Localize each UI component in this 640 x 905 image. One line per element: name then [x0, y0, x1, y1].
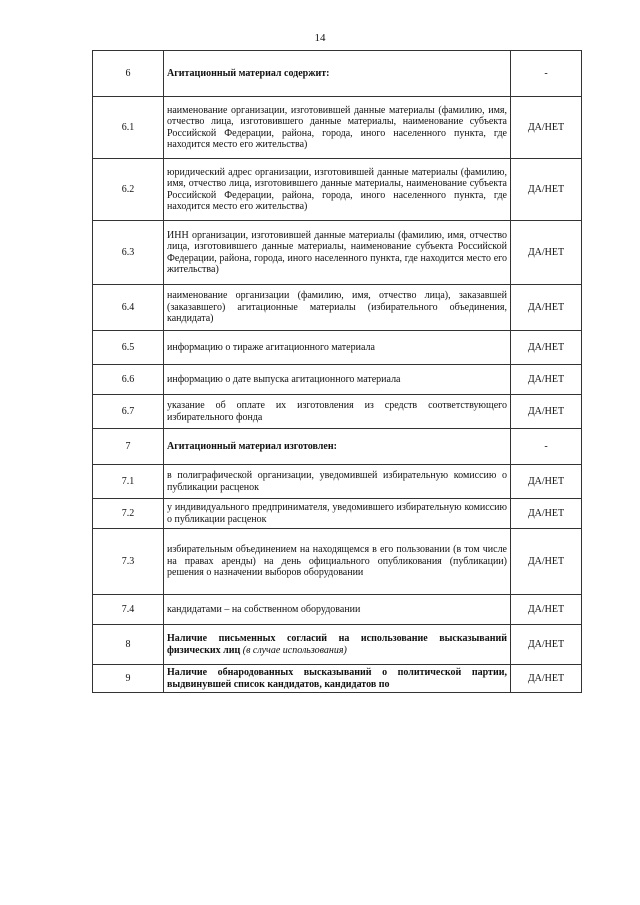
- row-number: 6.1: [93, 97, 164, 159]
- row-number: 6.7: [93, 395, 164, 429]
- table-row: [93, 221, 582, 285]
- row-answer: ДА/НЕТ: [511, 665, 582, 693]
- row-answer: ДА/НЕТ: [511, 395, 582, 429]
- row-text: [164, 331, 511, 365]
- row-text: [164, 97, 511, 159]
- row-number: 9: [93, 665, 164, 693]
- row-text: [164, 429, 511, 465]
- row-answer: ДА/НЕТ: [511, 595, 582, 625]
- row-answer: ДА/НЕТ: [511, 97, 582, 159]
- row-answer: ДА/НЕТ: [511, 499, 582, 529]
- row-text-main: избирательным объединением на находящемся в его пользовании (в том числе на правах аренды) на день официального опубликования (публикации) решения о назначении выборов оборудовании: [167, 544, 507, 579]
- table-row: [93, 331, 582, 365]
- row-answer: ДА/НЕТ: [511, 221, 582, 285]
- row-text: [164, 529, 511, 595]
- row-number: 6.5: [93, 331, 164, 365]
- row-text-main: у индивидуального предпринимателя, уведомившего избирательную комиссию о публикации расценок: [167, 502, 507, 525]
- table-row: [93, 499, 582, 529]
- row-text-main: кандидатами – на собственном оборудовании: [167, 603, 361, 615]
- row-text: [164, 625, 511, 665]
- row-number: 7.2: [93, 499, 164, 529]
- row-answer: ДА/НЕТ: [511, 625, 582, 665]
- row-number: 6.3: [93, 221, 164, 285]
- row-answer: ДА/НЕТ: [511, 159, 582, 221]
- row-text: [164, 465, 511, 499]
- row-answer: ДА/НЕТ: [511, 529, 582, 595]
- row-text-main: Агитационный материал изготовлен:: [167, 440, 337, 452]
- row-number: 7: [93, 429, 164, 465]
- row-text: [164, 51, 511, 97]
- checklist-table: [92, 50, 582, 693]
- table-row: [93, 429, 582, 465]
- row-text: [164, 395, 511, 429]
- row-number: 6.2: [93, 159, 164, 221]
- row-text-main: в полиграфической организации, уведомившей избирательную комиссию о публикации расценок: [167, 470, 507, 493]
- table-row: [93, 365, 582, 395]
- row-text: [164, 665, 511, 693]
- table-row: [93, 285, 582, 331]
- table-row: [93, 97, 582, 159]
- row-number: 7.1: [93, 465, 164, 499]
- row-answer: ДА/НЕТ: [511, 365, 582, 395]
- row-text: [164, 285, 511, 331]
- row-number: 8: [93, 625, 164, 665]
- table-row: [93, 529, 582, 595]
- row-number: 7.4: [93, 595, 164, 625]
- row-answer: -: [511, 429, 582, 465]
- row-text-main: Наличие обнародованных высказываний о политической партии, выдвинувшей список кандидатов, кандидатов по: [167, 667, 507, 690]
- row-note: (в случае использования): [242, 644, 347, 656]
- row-text-main: Наличие письменных согласий на использование высказываний физических лиц: [167, 633, 507, 656]
- row-text: [164, 595, 511, 625]
- row-text-main: ИНН организации, изготовившей данные материалы (фамилию, имя, отчество лица, изготовившего данные материалы, наименование субъекта Российской Федерации, района, города, иного населенного пункта, где находится место его жительства): [167, 229, 507, 275]
- row-number: 7.3: [93, 529, 164, 595]
- row-answer: ДА/НЕТ: [511, 465, 582, 499]
- row-answer: ДА/НЕТ: [511, 285, 582, 331]
- table-row: [93, 665, 582, 693]
- row-text: [164, 159, 511, 221]
- table-row: [93, 595, 582, 625]
- row-text: [164, 365, 511, 395]
- table-row: [93, 51, 582, 97]
- table-row: [93, 625, 582, 665]
- row-text-main: указание об оплате их изготовления из средств соответствующего избирательного фонда: [167, 400, 507, 423]
- table-row: [93, 395, 582, 429]
- row-number: 6: [93, 51, 164, 97]
- row-answer: -: [511, 51, 582, 97]
- page-number: 14: [314, 32, 326, 44]
- table-row: [93, 465, 582, 499]
- row-number: 6.4: [93, 285, 164, 331]
- row-answer: ДА/НЕТ: [511, 331, 582, 365]
- row-text: [164, 221, 511, 285]
- row-text-main: информацию о дате выпуска агитационного материала: [167, 373, 401, 385]
- row-text-main: информацию о тираже агитационного материала: [167, 341, 375, 353]
- row-text-main: наименование организации, изготовившей данные материалы (фамилию, имя, отчество лица, изготовившего данные материалы, наименование субъекта Российской Федерации, района, города, иного населенного пункта, где находится место его жительства): [167, 104, 507, 150]
- row-text-main: наименование организации (фамилию, имя, отчество лица), заказавшей (заказавшего) агитационные материалы (избирательного объединения, кандидата): [167, 290, 507, 325]
- row-text: [164, 499, 511, 529]
- row-text-main: Агитационный материал содержит:: [167, 67, 330, 79]
- table-row: [93, 159, 582, 221]
- row-text-main: юридический адрес организации, изготовившей данные материалы (фамилию, имя, отчество лица, изготовившего данные материалы, наименование субъекта Российской Федерации, района, города, иного населенного пункта, где находится место его жительства): [167, 166, 507, 212]
- row-number: 6.6: [93, 365, 164, 395]
